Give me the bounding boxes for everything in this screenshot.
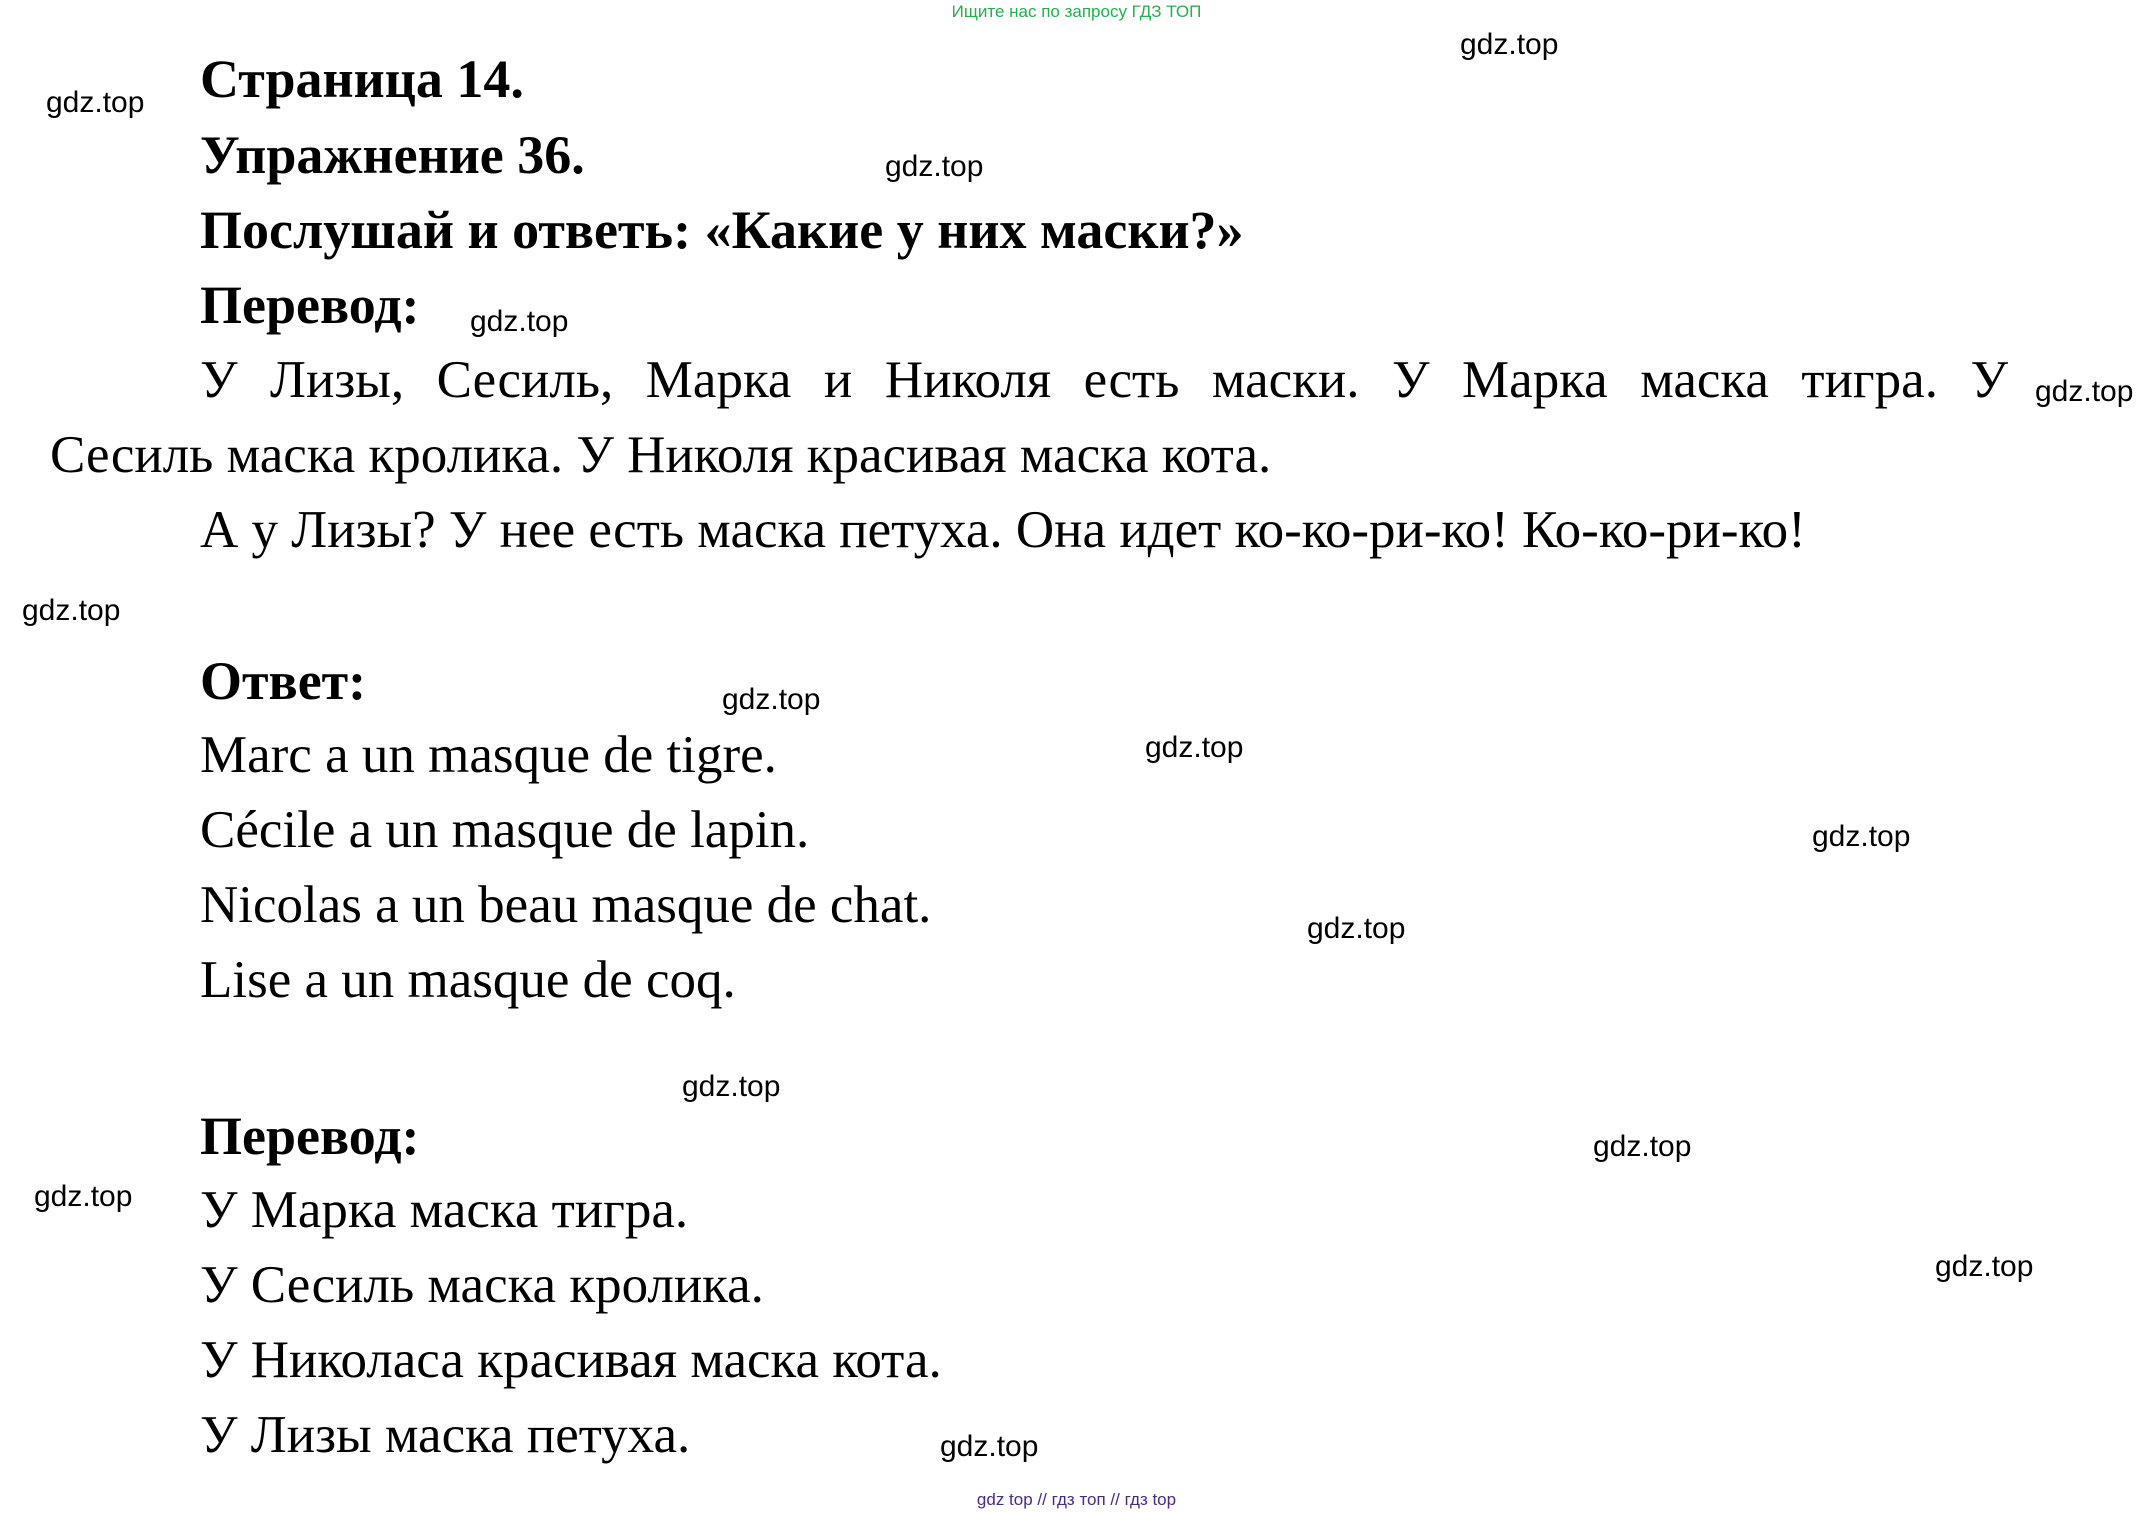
watermark: gdz.top (34, 1180, 133, 1213)
watermark: gdz.top (46, 86, 145, 119)
answer-line: Cécile a un masque de lapin. (200, 801, 810, 859)
watermark: gdz.top (722, 683, 821, 716)
watermark: gdz.top (1145, 731, 1244, 764)
watermark: gdz.top (2035, 375, 2134, 408)
watermark: gdz.top (22, 594, 121, 627)
watermark: gdz.top (1593, 1130, 1692, 1163)
answer-heading: Ответ: (200, 651, 367, 711)
answer-translation-line: У Николаса красивая маска кота. (200, 1331, 942, 1389)
footer-links: gdz top // гдз топ // гдз top (976, 1490, 1177, 1509)
translation-line: А у Лизы? У нее есть маска петуха. Она идет ко-ко-ри-ко! Ко-ко-ри-ко! (200, 501, 1806, 559)
answer-translation-line: У Лизы маска петуха. (200, 1406, 691, 1464)
exercise-title: Упражнение 36. (200, 125, 585, 185)
answer-translation-line: У Сесиль маска кролика. (200, 1256, 764, 1314)
task-title: Послушай и ответь: «Какие у них маски?» (200, 200, 1244, 260)
watermark: gdz.top (940, 1430, 1039, 1463)
watermark: gdz.top (682, 1070, 781, 1103)
search-banner: Ищите нас по запросу ГДЗ ТОП (951, 2, 1202, 21)
watermark: gdz.top (1460, 28, 1559, 61)
answer-line: Marc a un masque de tigre. (200, 726, 777, 784)
answer-translation-line: У Марка маска тигра. (200, 1181, 689, 1239)
translation-line: У Лизы, Сесиль, Марка и Николя есть маски. У Марка маска тигра. У (200, 351, 2008, 409)
watermark: gdz.top (1935, 1250, 2034, 1283)
translation-line: Сесиль маска кролика. У Николя красивая маска кота. (50, 426, 1272, 484)
answer-translation-heading: Перевод: (200, 1106, 420, 1166)
watermark: gdz.top (885, 150, 984, 183)
watermark: gdz.top (1812, 820, 1911, 853)
page-title: Страница 14. (200, 49, 524, 109)
answer-line: Nicolas a un beau masque de chat. (200, 876, 932, 934)
watermark: gdz.top (470, 305, 569, 338)
answer-line: Lise a un masque de coq. (200, 951, 736, 1009)
watermark: gdz.top (1307, 912, 1406, 945)
translation-heading: Перевод: (200, 275, 420, 335)
